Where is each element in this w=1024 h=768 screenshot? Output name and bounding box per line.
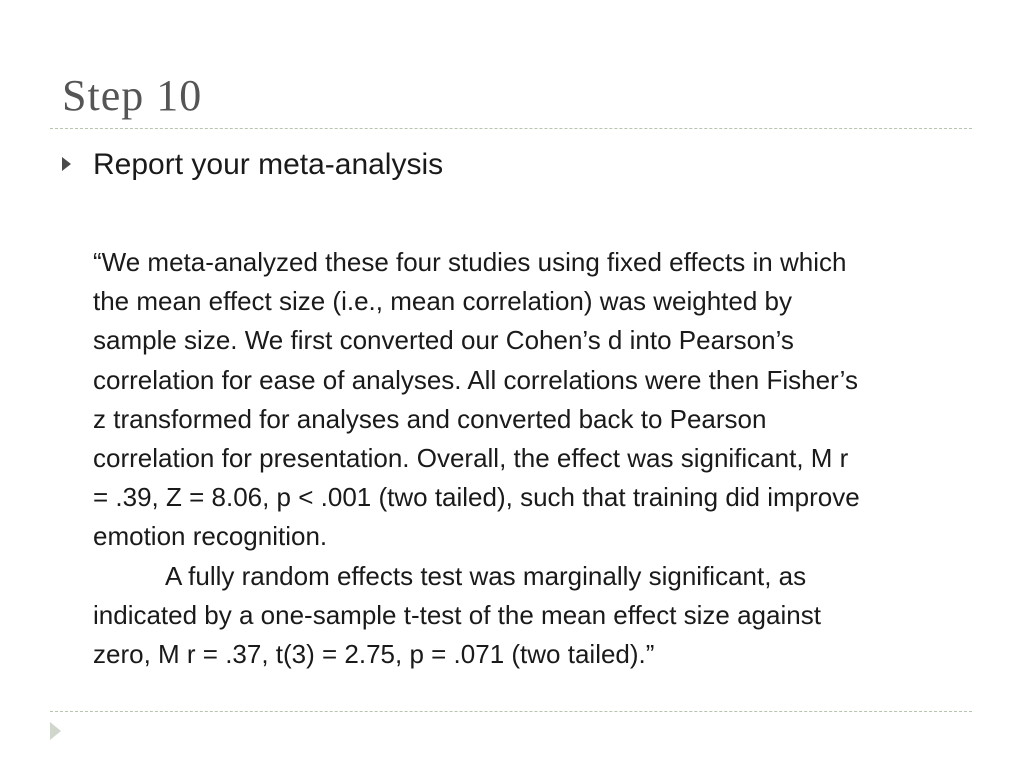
body-line: zero, M r = .37, t(3) = 2.75, p = .071 (two tailed).” (93, 639, 655, 670)
triangle-right-icon (62, 157, 71, 171)
body-line: correlation for ease of analyses. All correlations were then Fisher’s (93, 364, 858, 395)
page-title: Step 10 (62, 71, 203, 120)
bottom-divider (50, 711, 972, 712)
body-line: = .39, Z = 8.06, p < .001 (two tailed), such that training did improve (93, 482, 860, 513)
body-line: sample size. We first converted our Cohen’s d into Pearson’s (93, 325, 794, 356)
quote-body (93, 243, 993, 674)
body-line: z transformed for analyses and converted back to Pearson (93, 403, 767, 434)
play-triangle-icon[interactable] (50, 722, 61, 740)
body-line: “We meta-analyzed these four studies using fixed effects in which (93, 247, 847, 277)
body-line: A fully random effects test was marginally significant, as (165, 560, 807, 591)
body-line: emotion recognition. (93, 521, 328, 552)
bullet-text: Report your meta-analysis (93, 148, 444, 181)
body-line: indicated by a one-sample t-test of the mean effect size against (93, 599, 821, 630)
top-divider (50, 128, 972, 129)
body-line: the mean effect size (i.e., mean correlation) was weighted by (93, 286, 792, 317)
body-line: correlation for presentation. Overall, the effect was significant, M r (93, 443, 849, 474)
